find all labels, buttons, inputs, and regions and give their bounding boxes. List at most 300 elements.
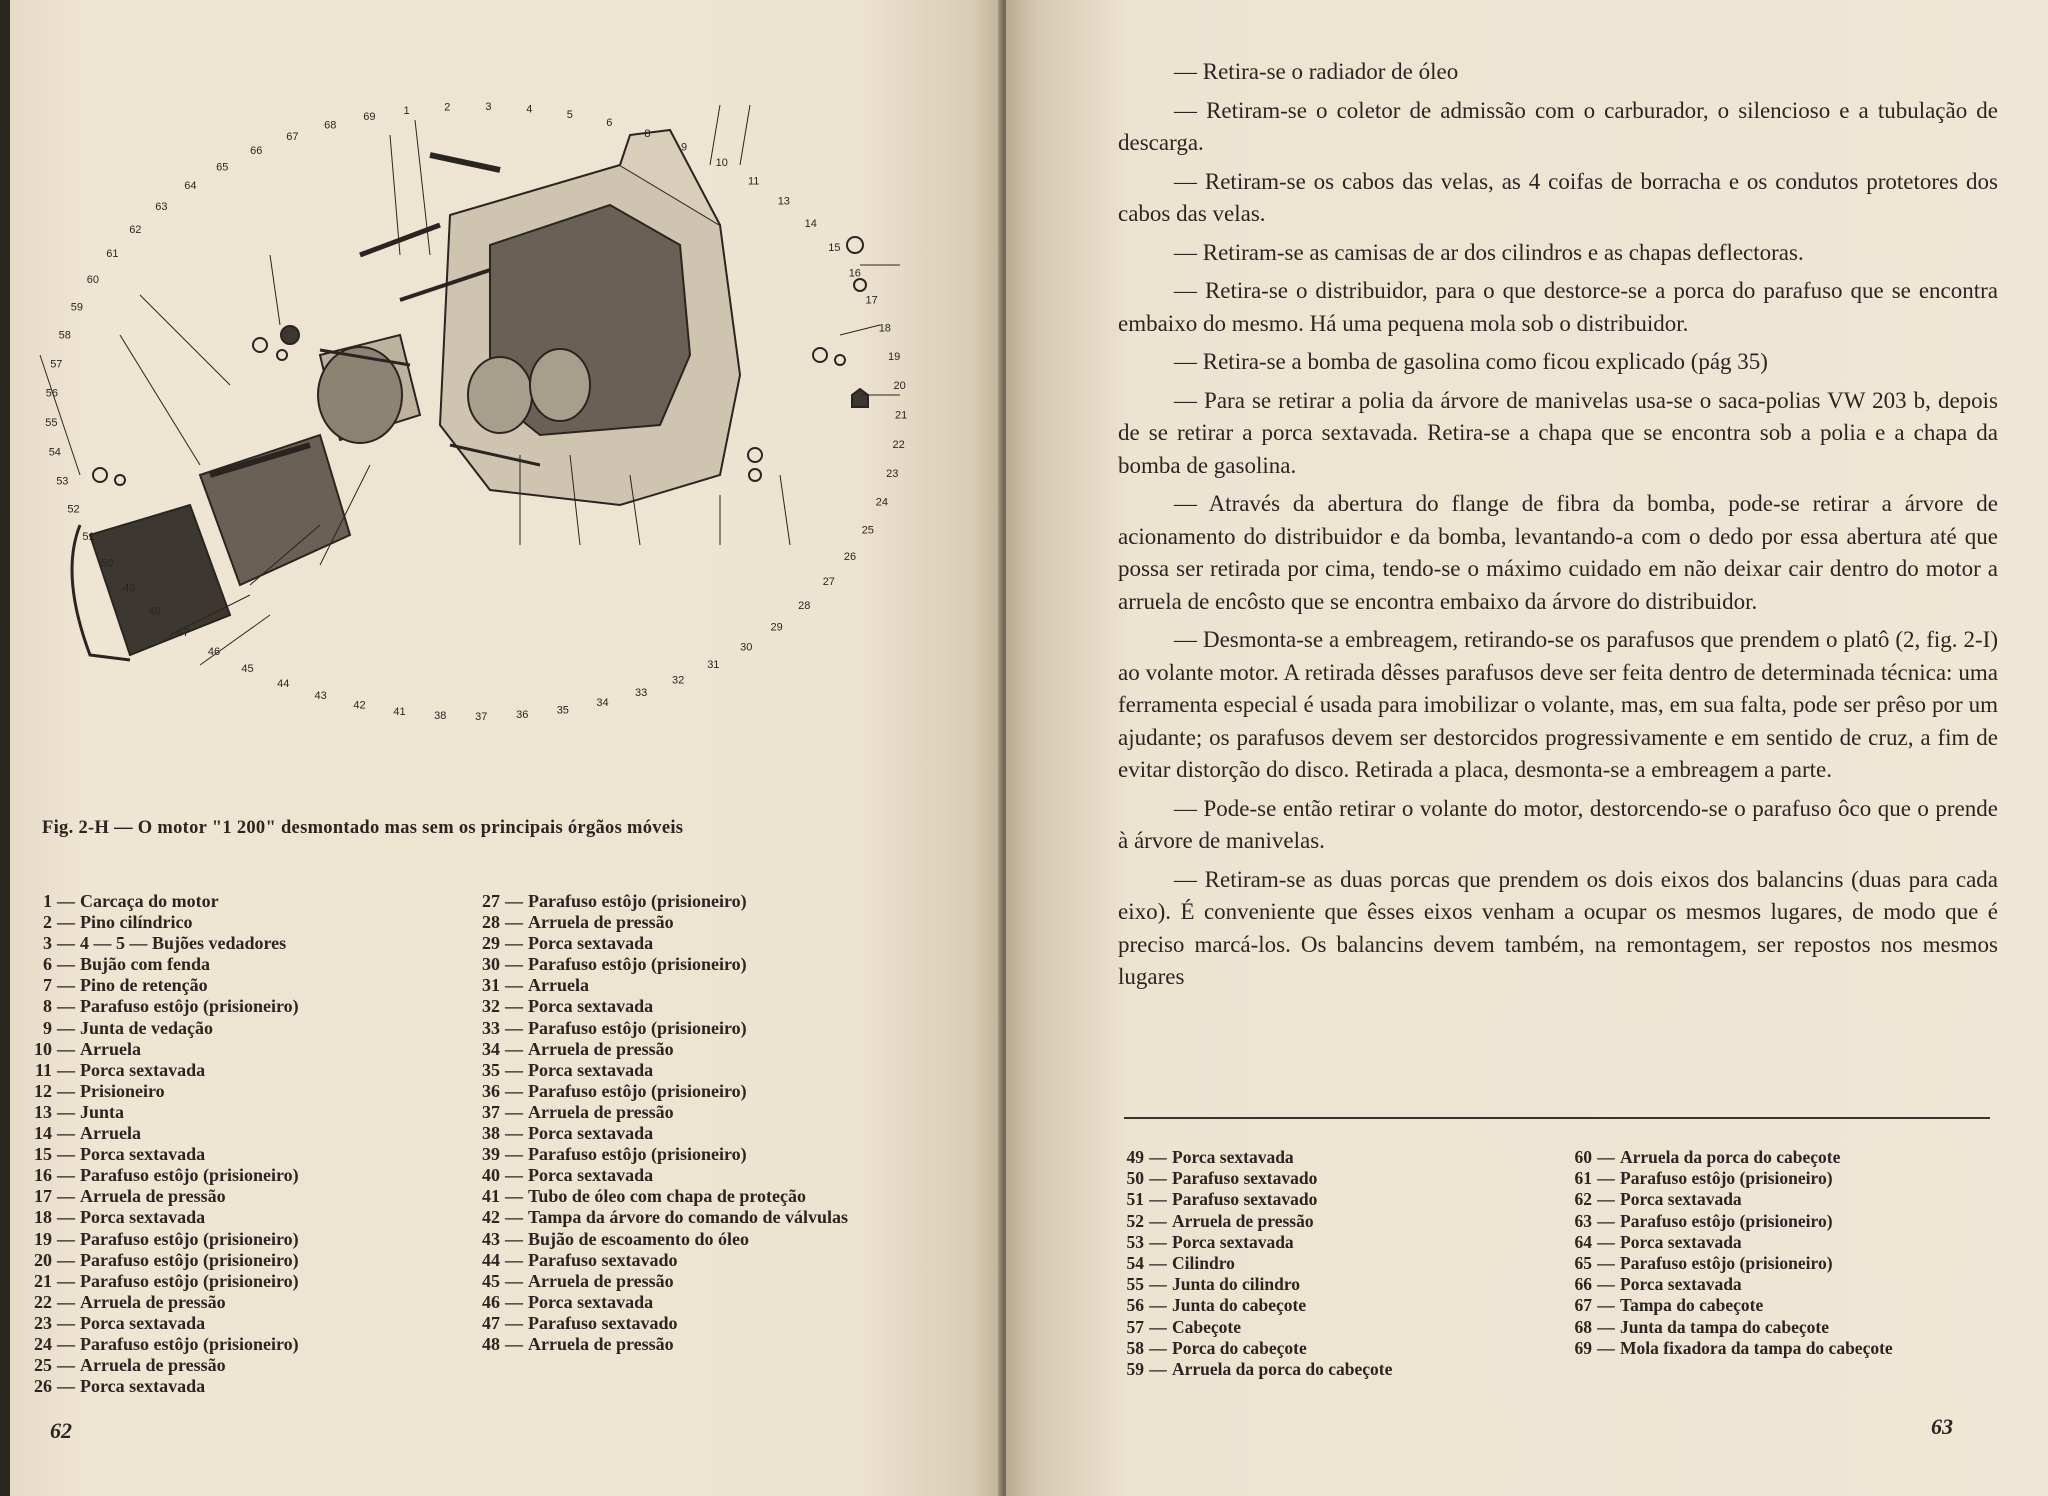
legend-number: 20: [34, 1249, 52, 1270]
legend-text: Cabeçote: [1172, 1316, 1242, 1337]
legend-text: Parafuso sextavado: [1172, 1168, 1318, 1189]
legend-dash: —: [505, 1080, 523, 1101]
callout-number: 33: [635, 687, 648, 700]
legend-item: [1566, 1317, 1996, 1338]
legend-number: 33: [482, 1017, 500, 1038]
legend-dash: —: [57, 1059, 75, 1080]
legend-item: [474, 1334, 924, 1355]
legend-item: [1118, 1189, 1538, 1210]
callout-number: 37: [475, 711, 488, 723]
legend-text: Mola fixadora da tampa do cabeçote: [1620, 1337, 1893, 1358]
legend-item: [26, 891, 446, 912]
legend-text: Junta do cilindro: [1172, 1274, 1301, 1295]
callout-number: 58: [58, 329, 71, 342]
legend-text: Parafuso estôjo (prisioneiro): [1620, 1210, 1833, 1231]
legend-number: 40: [482, 1165, 500, 1186]
legend-number: 8: [43, 996, 52, 1017]
legend-dash: —: [57, 1376, 75, 1397]
callout-number: 53: [56, 475, 69, 488]
legend-item: [1566, 1211, 1996, 1232]
legend-number: 49: [1126, 1147, 1144, 1167]
legend-text: Arruela: [80, 1123, 141, 1144]
callout-number: 44: [277, 677, 290, 690]
callout-number: 41: [393, 706, 406, 718]
legend-dash: —: [505, 1207, 523, 1228]
legend-number: 14: [34, 1123, 52, 1144]
legend-item: [474, 1271, 924, 1292]
legend-number: 51: [1126, 1189, 1144, 1210]
legend-number: 27: [482, 891, 500, 911]
legend-text: Parafuso estôjo (prisioneiro): [528, 1144, 747, 1165]
legend-dash: —: [57, 1355, 75, 1376]
legend-text: Prisioneiro: [80, 1080, 165, 1101]
legend-number: 59: [1126, 1359, 1144, 1380]
legend-text: Parafuso estôjo (prisioneiro): [1620, 1253, 1833, 1274]
callout-number: 25: [861, 524, 874, 537]
legend-item: [474, 912, 924, 933]
legend-item: [26, 996, 446, 1017]
callout-number: 56: [45, 387, 59, 400]
legend-number: 9: [43, 1017, 52, 1038]
legend-dash: —: [505, 1249, 523, 1270]
legend-number: 39: [482, 1144, 500, 1165]
legend-text: Arruela: [528, 975, 589, 996]
legend-text: Porca do cabeçote: [1172, 1337, 1307, 1358]
legend-number: 23: [34, 1312, 52, 1333]
legend-dash: —: [57, 1038, 75, 1059]
legend-number: 47: [482, 1312, 500, 1333]
legend-dash: —: [505, 1038, 523, 1059]
legend-dash: —: [1149, 1168, 1167, 1189]
legend-dash: —: [1149, 1359, 1167, 1380]
legend-number: 41: [482, 1186, 500, 1207]
legend-text: Parafuso estôjo (prisioneiro): [80, 1228, 299, 1249]
callout-number: 54: [48, 446, 61, 459]
legend-item: [1118, 1232, 1538, 1253]
legend-dash: —: [1597, 1316, 1615, 1337]
legend-text: Arruela da porca do cabeçote: [1620, 1147, 1841, 1167]
legend-number: 38: [482, 1123, 500, 1144]
legend-dash: —: [57, 933, 75, 954]
legend-dash: —: [57, 1186, 75, 1207]
legend-item: [26, 1102, 446, 1123]
legend-item: [26, 1271, 446, 1292]
legend-text: Tampa do cabeçote: [1620, 1295, 1764, 1316]
legend-text: Pino de retenção: [80, 975, 208, 996]
legend-item: [26, 1144, 446, 1165]
callout-number: 67: [286, 131, 299, 143]
legend-item: [26, 1123, 446, 1144]
callout-number: 49: [123, 582, 136, 595]
callout-number: 24: [875, 496, 889, 509]
body-paragraph: — Retira-se a bomba de gasolina como ficou explicado (pág 35): [1174, 349, 1768, 374]
legend-dash: —: [1149, 1253, 1167, 1274]
legend-item: [1118, 1274, 1538, 1295]
legend-dash: —: [505, 1291, 523, 1312]
legend-text: Junta do cabeçote: [1172, 1295, 1307, 1316]
legend-text: Parafuso estôjo (prisioneiro): [80, 1333, 299, 1354]
callout-number: 3: [485, 101, 492, 114]
body-paragraph: — Retiram-se os cabos das velas, as 4 coifas de borracha e os condutos protetores dos cabos das velas.: [1118, 168, 1998, 226]
legend-number: 56: [1126, 1295, 1144, 1316]
legend-number: 52: [1126, 1210, 1144, 1231]
legend-text: Porca sextavada: [528, 1059, 654, 1080]
legend-text: Porca sextavada: [1620, 1189, 1742, 1210]
callout-number: 46: [207, 646, 221, 659]
legend-text: Porca sextavada: [1172, 1231, 1294, 1252]
legend-dash: —: [57, 1291, 75, 1312]
legend-number: 28: [482, 912, 500, 933]
legend-item: [474, 1060, 924, 1081]
legend-dash: —: [505, 996, 523, 1017]
legend-item: [474, 1081, 924, 1102]
legend-number: 21: [34, 1270, 52, 1291]
legend-number: 25: [34, 1355, 52, 1376]
left-page: [10, 0, 1002, 1496]
legend-number: 19: [34, 1228, 52, 1249]
body-paragraph: — Para se retirar a polia da árvore de manivelas usa-se o saca-polias VW 203 b, depois de se retirar a porca sextavada. Retira-se a chapa que se encontra sob a polia e a chapa da bomba de gasolina.: [1118, 387, 1998, 478]
legend-dash: —: [1149, 1189, 1167, 1210]
legend-dash: —: [57, 1017, 75, 1038]
legend-text: Porca sextavada: [1172, 1147, 1294, 1167]
legend-text: Parafuso sextavado: [528, 1249, 678, 1270]
legend-text: Parafuso estôjo (prisioneiro): [528, 1080, 747, 1101]
callout-number: 31: [707, 659, 720, 672]
legend-number: 62: [1574, 1189, 1592, 1210]
legend-item: [26, 1313, 446, 1334]
callout-number: 19: [888, 351, 901, 363]
callout-number: 5: [566, 109, 573, 121]
callout-number: 45: [241, 663, 254, 676]
legend-item: [1566, 1189, 1996, 1210]
callout-number: 23: [886, 468, 899, 481]
legend-column-left-2: [474, 891, 924, 1355]
legend-text: Parafuso sextavado: [528, 1312, 678, 1333]
legend-text: Porca sextavada: [1620, 1231, 1742, 1252]
legend-dash: —: [57, 891, 75, 911]
callout-number: 60: [86, 274, 100, 287]
legend-text: Pino cilíndrico: [80, 912, 193, 933]
callout-number: 2: [444, 101, 451, 114]
callout-number: 22: [892, 439, 905, 452]
legend-number: 60: [1574, 1147, 1592, 1167]
body-paragraph: — Através da abertura do flange de fibra da bomba, pode-se retirar a árvore de acionamento do distribuidor e da bomba, levantando-a com o dedo por essa abertura até que possa ser retirada por cima, tendo-se o máximo cuidado em não deixar cair dentro do motor a arruela de encôsto que se encontra embaixo da árvore do distribuidor.: [1118, 491, 1998, 614]
legend-item: [474, 1186, 924, 1207]
legend-item: [474, 1250, 924, 1271]
callout-number: 62: [129, 223, 142, 236]
legend-text: Junta: [80, 1101, 125, 1122]
legend-dash: —: [1149, 1274, 1167, 1295]
legend-item: [474, 1313, 924, 1334]
callout-number: 63: [155, 201, 168, 213]
legend-dash: —: [505, 1186, 523, 1207]
legend-item: [26, 1229, 446, 1250]
callout-number: 15: [828, 242, 841, 254]
callout-number: 27: [822, 576, 835, 589]
legend-item: [1118, 1211, 1538, 1232]
legend-dash: —: [505, 933, 523, 954]
page-number: 63: [1931, 1414, 1953, 1439]
callout-number: 43: [314, 689, 327, 702]
legend-item: [1566, 1338, 1996, 1359]
legend-item: [474, 891, 924, 912]
legend-dash: —: [57, 912, 75, 933]
legend-dash: —: [505, 912, 523, 933]
legend-text: Arruela: [80, 1038, 141, 1059]
legend-item: [26, 1018, 446, 1039]
legend-text: Tampa da árvore do comando de válvulas: [528, 1207, 849, 1228]
legend-number: 66: [1574, 1274, 1592, 1295]
callout-number: 28: [798, 599, 811, 612]
callout-number: 30: [740, 641, 753, 654]
callout-number: 18: [878, 322, 891, 335]
legend-text: 4 — 5 — Bujões vedadores: [80, 933, 287, 954]
legend-item: [1566, 1295, 1996, 1316]
legend-item: [474, 1144, 924, 1165]
legend-text: Parafuso estôjo (prisioneiro): [80, 1270, 299, 1291]
legend-text: Parafuso estôjo (prisioneiro): [1620, 1168, 1833, 1189]
engine-drawing: [20, 95, 920, 785]
legend-number: 65: [1574, 1253, 1592, 1274]
legend-item: [474, 954, 924, 975]
legend-number: 42: [482, 1207, 500, 1228]
legend-number: 67: [1574, 1295, 1592, 1316]
legend-number: 64: [1574, 1231, 1592, 1252]
legend-item: [1118, 1295, 1538, 1316]
callout-number: 17: [865, 294, 878, 307]
callout-number: 35: [556, 704, 569, 717]
legend-number: 44: [482, 1249, 500, 1270]
legend-number: 1: [43, 891, 52, 911]
legend-dash: —: [1597, 1231, 1615, 1252]
legend-number: 54: [1126, 1253, 1144, 1274]
legend-number: 69: [1574, 1337, 1592, 1358]
legend-dash: —: [57, 1080, 75, 1101]
callout-number: 21: [895, 409, 908, 422]
callout-number: 55: [45, 417, 58, 430]
legend-text: Parafuso estôjo (prisioneiro): [80, 1249, 299, 1270]
callout-number: 65: [216, 161, 229, 174]
legend-dash: —: [505, 891, 523, 911]
legend-text: Arruela de pressão: [80, 1355, 226, 1376]
legend-text: Parafuso estôjo (prisioneiro): [80, 996, 299, 1017]
legend-item: [1118, 1168, 1538, 1189]
legend-text: Porca sextavada: [1620, 1274, 1742, 1295]
legend-dash: —: [57, 1333, 75, 1354]
callout-number: 66: [250, 145, 263, 157]
legend-item: [1118, 1359, 1538, 1380]
page-number: 62: [50, 1418, 72, 1443]
legend-text: Arruela de pressão: [80, 1291, 226, 1312]
legend-number: 18: [34, 1207, 52, 1228]
legend-item: [26, 912, 446, 933]
legend-item: [474, 1292, 924, 1313]
legend-dash: —: [57, 1207, 75, 1228]
legend-dash: —: [1149, 1337, 1167, 1358]
legend-item: [26, 954, 446, 975]
legend-item: [26, 1060, 446, 1081]
legend-item: [474, 975, 924, 996]
callout-number: 36: [516, 709, 529, 722]
callout-number: 61: [106, 248, 119, 261]
legend-number: 16: [34, 1165, 52, 1186]
legend-dash: —: [505, 1165, 523, 1186]
legend-text: Arruela da porca do cabeçote: [1172, 1359, 1393, 1380]
callout-number: 68: [324, 119, 337, 132]
legend-text: Arruela de pressão: [1172, 1210, 1314, 1231]
legend-text: Porca sextavada: [528, 1165, 654, 1186]
callout-number: 64: [184, 180, 197, 193]
legend-number: 2: [43, 912, 52, 933]
callout-number: 50: [101, 557, 114, 570]
legend-text: Porca sextavada: [80, 1376, 206, 1397]
legend-number: 34: [482, 1038, 500, 1059]
legend-item: [26, 1186, 446, 1207]
body-paragraph: — Retiram-se o coletor de admissão com o carburador, o silencioso e a tubulação de descarga.: [1118, 97, 1998, 155]
legend-dash: —: [1149, 1295, 1167, 1316]
right-page: [1006, 0, 2048, 1496]
legend-item: [1118, 1147, 1538, 1168]
callout-number: 11: [748, 175, 760, 188]
legend-number: 50: [1126, 1168, 1144, 1189]
footnote-divider: [1124, 1117, 1990, 1119]
legend-dash: —: [505, 1144, 523, 1165]
legend-item: [26, 1355, 446, 1376]
legend-number: 7: [43, 975, 52, 996]
engine-exploded-diagram: [20, 95, 920, 785]
callout-number: 48: [148, 605, 161, 618]
legend-column-right-2: [1566, 1147, 1996, 1359]
legend-text: Porca sextavada: [80, 1144, 206, 1165]
body-text: [1118, 56, 1998, 1000]
figure-caption: Fig. 2-H — O motor "1 200" desmontado mas sem os principais órgãos móveis: [42, 818, 684, 838]
body-paragraph: — Pode-se então retirar o volante do motor, destorcendo-se o parafuso ôco que o prende à árvore de manivelas.: [1118, 795, 1998, 853]
legend-item: [474, 1102, 924, 1123]
legend-number: 17: [34, 1186, 52, 1207]
legend-dash: —: [505, 1270, 523, 1291]
callout-number: 38: [434, 709, 447, 722]
legend-number: 32: [482, 996, 500, 1017]
legend-item: [26, 1292, 446, 1313]
callout-number: 13: [777, 195, 790, 208]
legend-text: Arruela de pressão: [528, 1270, 674, 1291]
legend-number: 30: [482, 954, 500, 975]
legend-number: 35: [482, 1059, 500, 1080]
legend-item: [1566, 1147, 1996, 1168]
legend-dash: —: [505, 1101, 523, 1122]
legend-text: Cilindro: [1172, 1253, 1235, 1274]
legend-text: Parafuso estôjo (prisioneiro): [528, 891, 747, 911]
legend-dash: —: [57, 1165, 75, 1186]
legend-item: [474, 996, 924, 1017]
callout-number: 26: [843, 551, 857, 563]
legend-text: Junta de vedação: [80, 1017, 214, 1038]
legend-item: [474, 933, 924, 954]
legend-number: 22: [34, 1291, 52, 1312]
legend-number: 57: [1126, 1316, 1144, 1337]
legend-dash: —: [1597, 1147, 1615, 1167]
legend-dash: —: [1597, 1274, 1615, 1295]
legend-dash: —: [57, 1312, 75, 1333]
legend-item: [26, 1081, 446, 1102]
callout-number: 4: [526, 103, 533, 116]
legend-text: Arruela de pressão: [528, 1038, 674, 1059]
legend-dash: —: [505, 975, 523, 996]
legend-item: [26, 1334, 446, 1355]
callout-number: 10: [715, 157, 728, 170]
legend-number: 43: [482, 1228, 500, 1249]
legend-text: Arruela de pressão: [528, 1101, 674, 1122]
legend-dash: —: [505, 1123, 523, 1144]
legend-column-left-1: [26, 891, 446, 1397]
legend-number: 24: [34, 1333, 52, 1354]
legend-item: [26, 1376, 446, 1397]
legend-text: Junta da tampa do cabeçote: [1620, 1316, 1830, 1337]
legend-dash: —: [1149, 1316, 1167, 1337]
legend-item: [1566, 1232, 1996, 1253]
legend-number: 13: [34, 1101, 52, 1122]
legend-number: 63: [1574, 1210, 1592, 1231]
callout-number: 69: [363, 110, 376, 123]
legend-dash: —: [57, 1123, 75, 1144]
callout-number: 32: [672, 674, 685, 687]
legend-column-right-1: [1118, 1147, 1538, 1380]
legend-number: 10: [34, 1038, 52, 1059]
callout-number: 34: [596, 697, 609, 710]
callout-number: 59: [70, 301, 84, 314]
legend-text: Porca sextavada: [528, 996, 654, 1017]
callout-number: 52: [67, 503, 80, 516]
legend-number: 58: [1126, 1337, 1144, 1358]
legend-dash: —: [505, 1312, 523, 1333]
legend-item: [1566, 1168, 1996, 1189]
legend-number: 12: [34, 1080, 52, 1101]
legend-item: [26, 1165, 446, 1186]
legend-dash: —: [57, 1101, 75, 1122]
callout-number: 8: [644, 127, 651, 140]
legend-item: [1118, 1338, 1538, 1359]
legend-dash: —: [1597, 1189, 1615, 1210]
callout-number: 57: [50, 358, 63, 371]
legend-number: 15: [34, 1144, 52, 1165]
legend-text: Porca sextavada: [80, 1312, 206, 1333]
callout-number: 51: [82, 531, 95, 544]
legend-item: [474, 1123, 924, 1144]
legend-item: [26, 933, 446, 954]
legend-text: Porca sextavada: [528, 1291, 654, 1312]
legend-dash: —: [57, 1270, 75, 1291]
legend-item: [26, 1207, 446, 1228]
legend-text: Carcaça do motor: [80, 891, 219, 911]
legend-number: 45: [482, 1270, 500, 1291]
legend-number: 37: [482, 1101, 500, 1122]
legend-dash: —: [57, 996, 75, 1017]
callout-number: 42: [353, 699, 366, 712]
legend-item: [1118, 1253, 1538, 1274]
legend-item: [1566, 1274, 1996, 1295]
legend-number: 11: [34, 1059, 52, 1080]
legend-item: [474, 1229, 924, 1250]
legend-text: Bujão com fenda: [80, 954, 210, 975]
legend-number: 55: [1126, 1274, 1144, 1295]
legend-dash: —: [1597, 1295, 1615, 1316]
legend-dash: —: [505, 1228, 523, 1249]
legend-dash: —: [1597, 1337, 1615, 1358]
body-paragraph: — Retiram-se as camisas de ar dos cilindros e as chapas deflectoras.: [1174, 239, 1804, 265]
callout-number: 20: [893, 380, 906, 393]
callout-number: 16: [848, 267, 861, 280]
legend-number: 3: [43, 933, 52, 954]
